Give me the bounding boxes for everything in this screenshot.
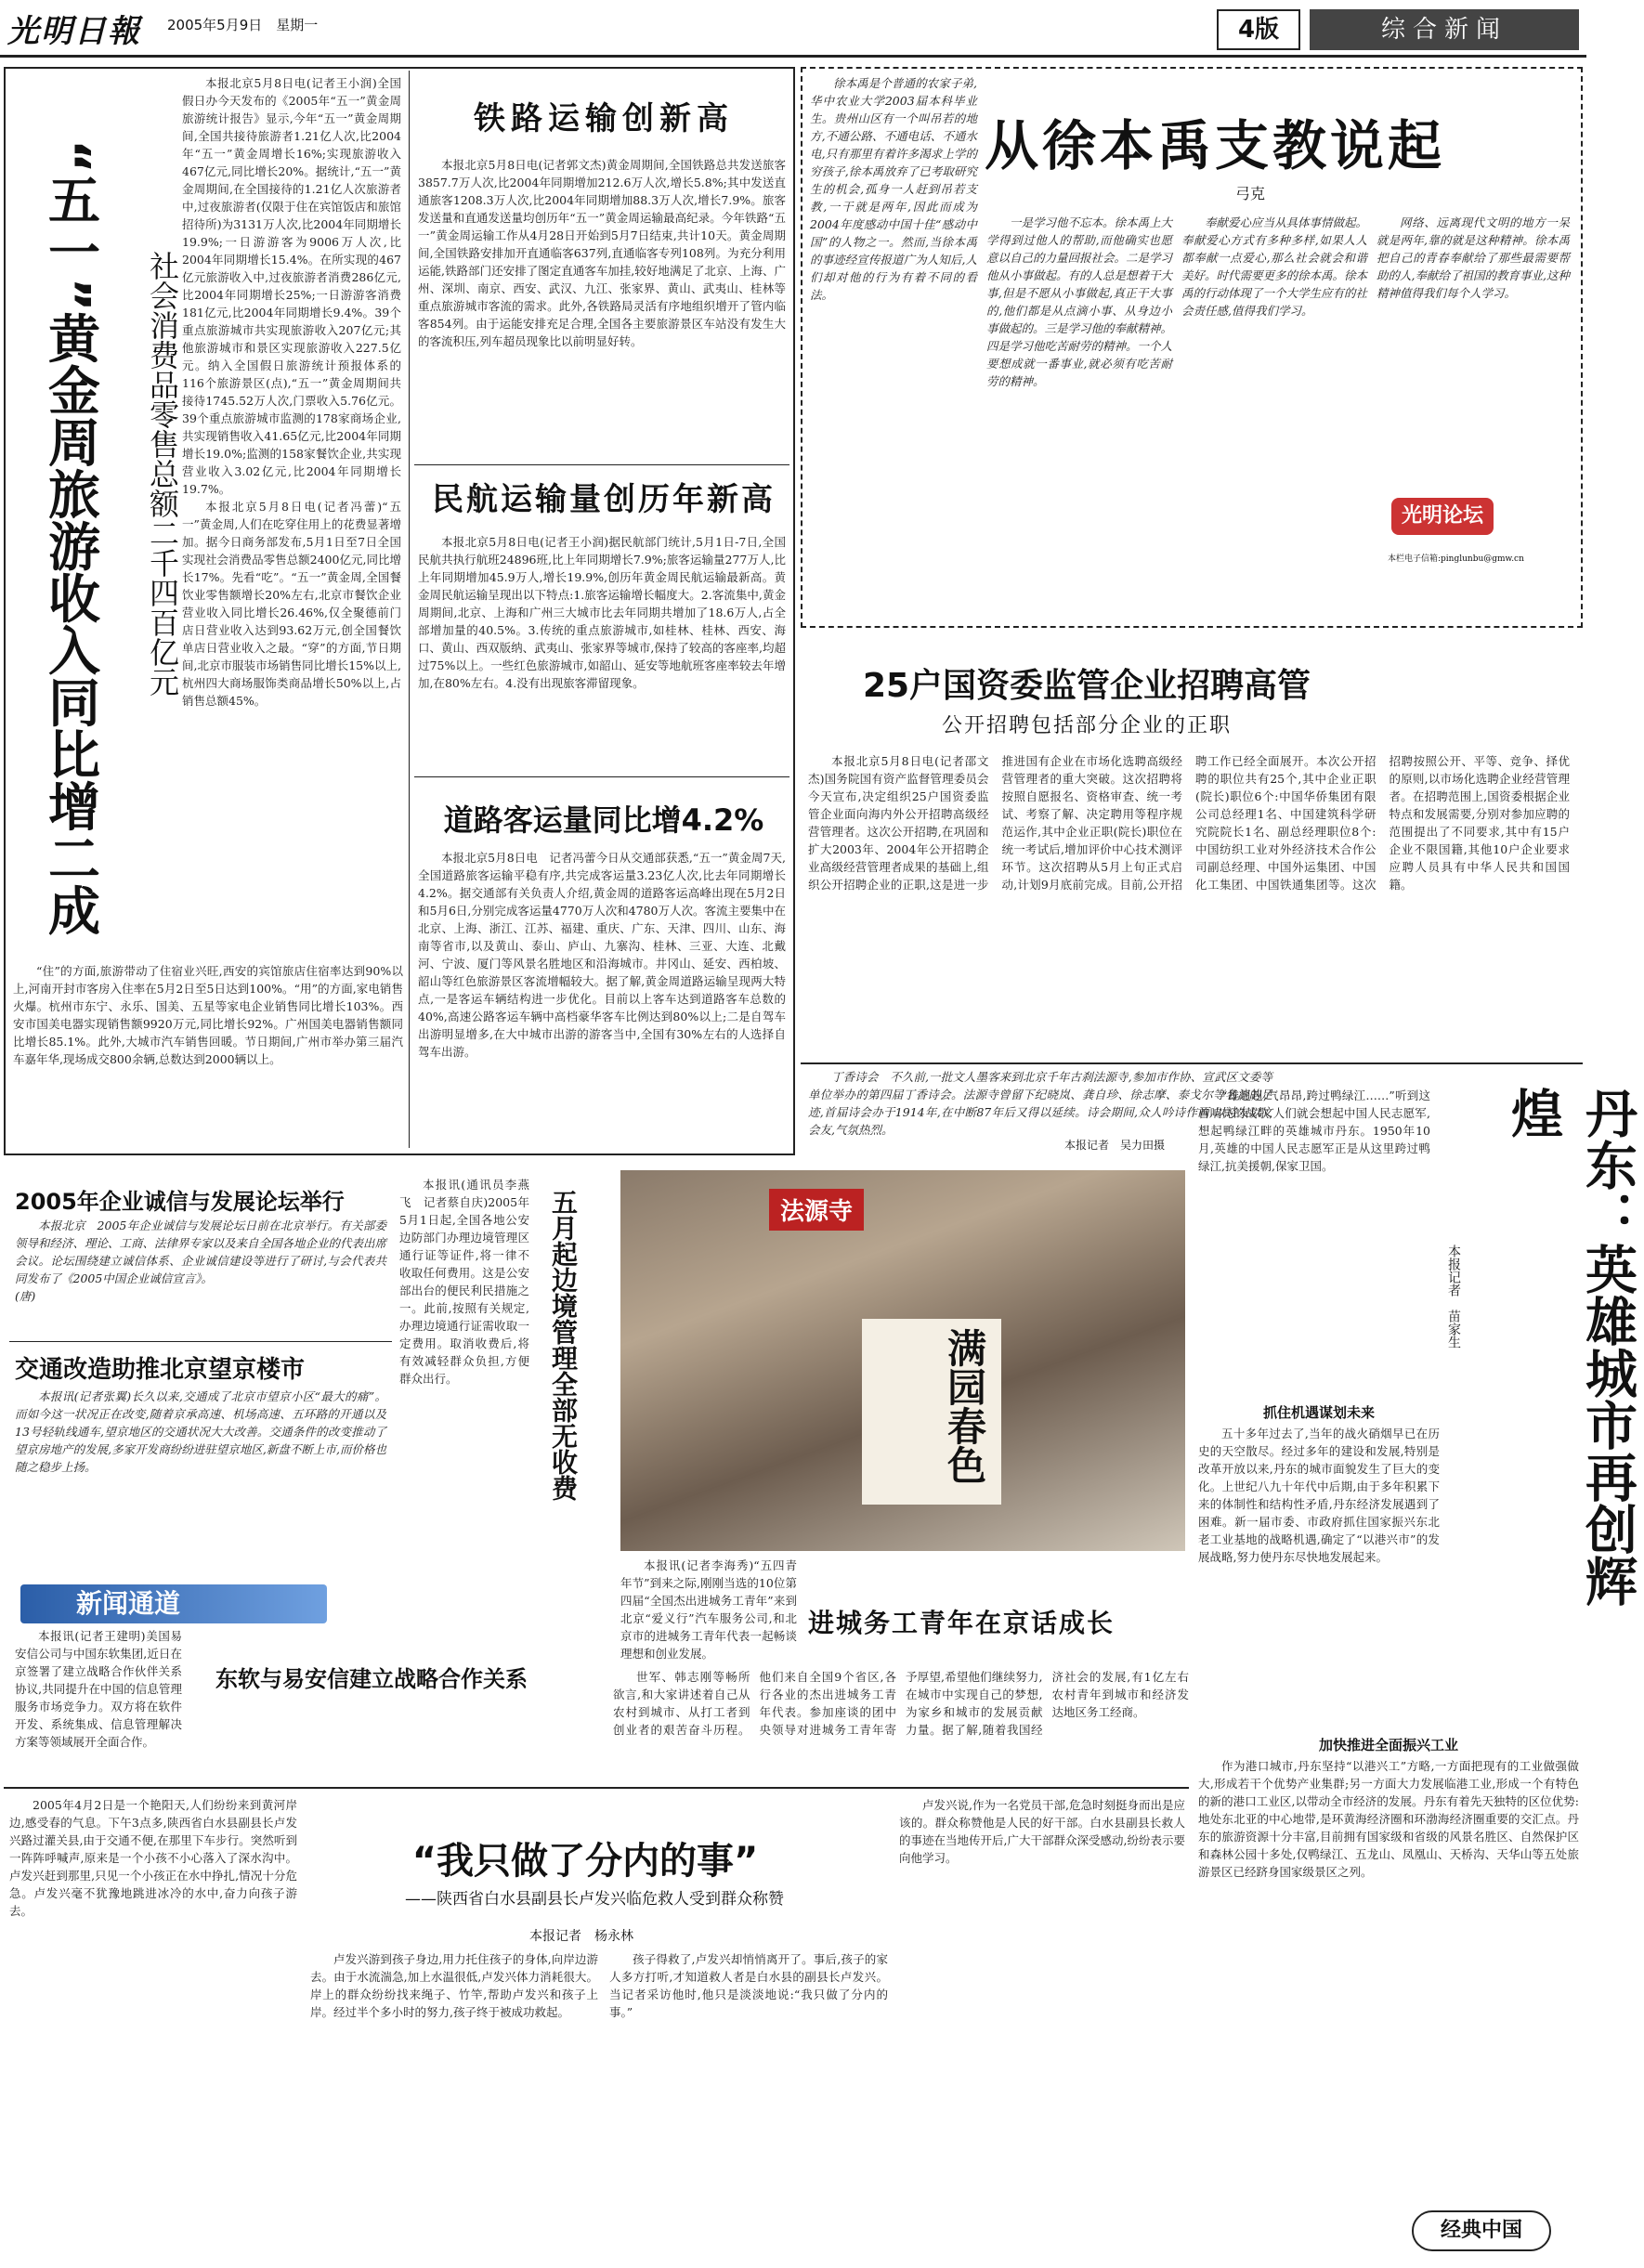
border-paragraph: 本报讯(通讯员李燕飞 记者蔡自庆)2005年5月1日起,全国各地公安边防部门办理边境管理区通行证等证件,将一律不收取任何费用。这是公安部出台的便民利民措施之一。此前,按照有关规定,办理边境通行证需收取一定费用。取消收费后,将有效减轻群众负担,方便群众出行。 [399,1178,529,1386]
xu-col-3-paragraph: 网络、远离现代文明的地方一呆就是两年,靠的就是这种精神。徐本禹把自己的青春奉献给了那些最需要帮助的人,奉献给了祖国的教育事业,这种精神值得我们每个人学习。 [1377,215,1570,300]
road-body [418,849,786,1148]
xu-col-3 [1377,214,1570,464]
holiday-body-3 [13,962,403,1148]
hero-title: “我只做了分内的事” [411,1840,759,1883]
xu-author: 弓克 [1235,185,1266,202]
border-title: 五月起边境管理全部无收费 [548,1189,579,1501]
photo-caption [620,1557,797,1668]
hero-col-4 [899,1796,1185,2261]
hero-col-1-paragraph: 2005年4月2日是一个艳阳天,人们纷纷来到黄河岸边,感受春的气息。下午3点多,陕西省白水县副县长卢发兴路过灌关县,由于交通不便,在那里下车步行。突然听到一阵阵呼喊声,原来是一个小孩不小心落入了深水沟中。卢发兴赶到那里,只见一个小孩正在水中挣扎,情况十分危急。卢发兴毫不犹豫地跳进冰冷的水中,奋力向孩子游去。 [9,1798,297,1918]
dandong-byline: 本报记者 苗家生 [1446,1245,1461,1349]
soe-subtitle: 公开招聘包括部分企业的正职 [941,714,1232,737]
road-title: 道路客运量同比增4.2% [443,802,764,838]
forum-sign: (唐) [15,1289,36,1303]
holiday-paragraph-2: 本报北京5月8日电(记者冯蕾)“五一”黄金周,人们在吃穿住用上的花费显著增加。据今日商务部发布,5月1日至7日全国实现社会消费品零售总额2400亿元,同比增长17%。先看“吃”。“五一”黄金周,全国餐饮业零售额增长20%左右,北京市餐饮企业营业收入同比增长26.46%,仅全聚德前门店日营业收入达到93.62万元,创全国餐饮单店日营业收入之最。“穿”的方面,节日期间,北京市服装市场销售同比增长15%以上,杭州四大商场服饰类商品增长50%以上,占销售总额45%。 [182,500,401,708]
hero-col-1 [9,1796,297,2261]
xu-col-2 [1181,214,1367,613]
holiday-paragraph-1: 本报北京5月8日电(记者王小润)全国假日办今天发布的《2005年“五一”黄金周旅游统计报告》显示,今年“五一”黄金周期间,全国共接待旅游者1.21亿人次,比2004年“五一”黄金周增长16%;实现旅游收入467亿元,同比增长20%。据统计,“五一”黄金周期间,在全国接待的1.21亿人次旅游者中,过夜旅游者(仅限于住在宾馆饭店和旅馆招待所)为3131万人次,比2004年同期增长19.9%;一日游游客为9006万人次,比2004年同期增长15.4%。在所实现的467亿元旅游收入中,过夜旅游者消费286亿元,比2004年同期增长25%;一日游游客消费181亿元,比2004年同期增长9.4%。39个重点旅游城市共实现旅游收入207亿元;其他旅游城市和景区实现旅游收入227.5亿元。纳入全国假日旅游统计预报体系的116个旅游景区(点),“五一”黄金周期间共接待1745.52万人次,门票收入5.76亿元。39个重点旅游城市监测的178家商场企业,共实现销售收入41.65亿元,比2004年同期增长19.0%;监测的158家餐饮企业,共实现营业收入3.02亿元,比2004年同期增长19.7%。 [182,76,401,496]
dandong-body-1 [1198,1425,1440,1731]
classic-china-badge: 经典中国 [1412,2210,1551,2251]
migrant-paragraph: 世军、韩志刚等畅所欲言,和大家讲述着自己从农村到城市、从打工者到创业者的艰苦奋斗历程。他们来自全国9个省区,各行各业的杰出进城务工青年代表。参加座谈的团中央领导对进城务工青年寄予厚望,希望他们继续努力,在城市中实现自己的梦想,为家乡和城市的发展贡献力量。据了解,随着我国经济社会的发展,有1亿左右农村青年到城市和经济发达地区务工经商。 [613,1670,1189,1737]
news-channel-banner: 新闻通道 [20,1584,327,1623]
traffic-paragraph: 本报讯(记者张翼)长久以来,交通成了北京市望京小区“最大的痛”。而如今这一状况正在改变,随着京承高速、机场高速、五环路的开通以及13号轻轨线通车,望京地区的交通状况大大改善。交通条件的改变推动了望京房地产的发展,多家开发商纷纷进驻望京地区,新盘不断上市,而价格也随之稳步上扬。 [15,1389,386,1474]
xu-col-1 [986,214,1172,613]
air-paragraph: 本报北京5月8日电(记者王小润)据民航部门统计,5月1日-7日,全国民航共执行航班24896班,比上年同期增长7.9%;旅客运输量277万人,比上年同期增加45.9万人,增长19.9%,创历年黄金周民航运输最新高。黄金周民航运输呈现出以下特点:1.旅客运输增长幅度大。2.客流集中,黄金周期间,北京、上海和广州三大城市比去年同期共增加了18.6万人,占全部增加量的40.5%。3.传统的重点旅游城市,如桂林、桂林、西安、海口、黄山、西双版纳、武夷山、张家界等城市,保持了较高的客座率,均超过75%以上。一些红色旅游城市,如韶山、延安等地航班客座率较去年增加,在80%左右。4.没有出现旅客滞留现象。 [418,535,786,690]
forum-paragraph: 本报北京 2005年企业诚信与发展论坛日前在北京举行。有关部委领导和经济、理论、工商、法律界专家以及来自全国各地企业的代表出席会议。论坛围绕建立诚信体系、企业诚信建设等进行了研讨,与会代表共同发布了《2005中国企业诚信宣言》。 [15,1219,387,1285]
newspaper-logo: 光明日報 [7,13,141,50]
xu-col-1-paragraph: 一是学习他不忘本。徐本禹上大学得到过他人的帮助,而他确实也愿意以自己的力量回报社会。二是学习他从小事做起。有的人总是想着干大事,但是不愿从小事做起,真正干大事的,他们都是从点滴小事、从身边小事做起的。三是学习他的奉献精神。四是学习他吃苦耐劳的精神。一个人要想成就一番事业,就必须有吃苦耐劳的精神。 [986,215,1173,388]
border-body [399,1176,529,1594]
divider [4,1787,1189,1789]
divider [801,1062,1583,1064]
forum-email: 本栏电子信箱:pinglunbu@gmw.cn [1388,554,1524,564]
rail-paragraph: 本报北京5月8日电(记者郭文杰)黄金周期间,全国铁路总共发送旅客3857.7万人次,比2004年同期增加212.6万人次,增长5.8%;其中发送直通旅客1208.3万人次,比2004年同期增加88.3万人次,增长7.9%。旅客发送量和直通发送量均创历年“五一”黄金周运输最高纪录。今年铁路“五一”黄金周运输工作从4月28日开始到5月7日结束,共计10天。黄金周期间,全国铁路安排加开直通临客637列,直通临客专列108列。为充分利用运能,铁路部门还安排了图定直通客车加挂,较好地满足了北京、上海、广州、深圳、南京、西安、武汉、九江、张家界、黄山、武夷山、桂林等重点旅游城市客流的需求。此外,各铁路局灵活有序地组织增开了管内临客854列。由于运能安排充足合理,全国各主要旅游景区车站没有发生大的客流积压,列车超员现象比以前明显好转。 [418,158,786,348]
migrant-title: 进城务工青年在京话成长 [808,1608,1116,1638]
holiday-paragraph-3: “住”的方面,旅游带动了住宿业兴旺,西安的宾馆旅店住宿率达到90%以上,河南开封市客房入住率在5月2日至5日达到100%。“用”的方面,家电销售火爆。杭州市东宁、永乐、国美、五星等家电企业销售同比增长103%。西安市国美电器实现销售额9920万元,同比增长92%。广州国美电器销售额同比增长85.1%。此外,大城市汽车销售回暖。节日期间,广州市举办第三届汽车嘉年华,现场成交800余辆,总数达到2000辆以上。 [13,964,403,1066]
traffic-body [15,1388,386,1583]
migrant-body [613,1668,1189,1779]
neusoft-paragraph: 本报讯(记者王建明)美国易安信公司与中国东软集团,近日在京签署了建立战略合作伙伴关系协议,共同提升在中国的信息管理服务市场竞争力。双方将在软件开发、系统集成、信息管理解决方案等领域展开全面合作。 [15,1629,182,1749]
forum-badge: 光明论坛 [1391,498,1494,535]
letter-paragraph: 丁香诗会 不久前,一批文人墨客来到北京千年古刹法源寺,参加市作协、宣武区文委等单位举办的第四届丁香诗会。法源寺曾留下纪晓岚、龚自珍、徐志摩、泰戈尔等名流的足迹,首届诗会办于1914年,在中断87年后又得以延续。诗会期间,众人吟诗作画,以诗友以文会友,气氛热烈。 [808,1070,1272,1137]
hero-col-2 [310,1950,598,2261]
photo-banner: 法源寺 [769,1189,864,1231]
hero-subtitle: ——陕西省白水县副县长卢发兴临危救人受到群众称赞 [405,1890,784,1909]
photo-scroll: 满园春色 [862,1319,1001,1505]
air-body [418,533,786,775]
divider [414,776,789,777]
road-paragraph: 本报北京5月8日电 记者冯蕾今日从交通部获悉,“五一”黄金周7天,全国道路旅客运输平稳有序,共完成客运量3.23亿人次,比去年同期增长4.2%。据交通部有关负责人介绍,黄金周的道路客运高峰出现在5月2日和5月6日,分别完成客运量4770万人次和4780万人次。客流主要集中在北京、上海、浙江、江苏、福建、重庆、广东、天津、四川、山东、海南等省市,以及黄山、泰山、庐山、九寨沟、桂林、三亚、大连、北戴河、宁波、厦门等风景名胜地区和沿海城市。井冈山、延安、西柏坡、韶山等红色旅游景区客流增幅较大。据了解,黄金周道路运输呈现两大特点,一是客运车辆结构进一步优化。目前以上客车达到道路客车总数的40%,高速公路客运车辆中高档豪华客车比例达到80%以上;二是自驾车出游明显增多,在大中城市出游的游客当中,全国有30%左右的人选择自驾车出游。 [418,851,787,1059]
forum-title: 2005年企业诚信与发展论坛举行 [15,1189,345,1215]
holiday-title: “五一”黄金周旅游收入同比增二成 [40,139,100,936]
masthead [0,0,1586,58]
forum-body [15,1217,386,1337]
rail-title: 铁路运输创新高 [474,100,734,137]
soe-title: 25户国资委监管企业招聘高管 [862,667,1311,705]
issue-date: 2005年5月9日 星期一 [167,17,319,33]
xu-intro [810,74,977,613]
hero-col-3 [609,1950,888,2261]
photo-caption-paragraph: 本报讯(记者李海秀)“五四青年节”到来之际,刚刚当选的10位第四届“全国杰出进城务工青年”来到北京“爱义行”汽车服务公司,和北京市的进城务工青年代表一起畅谈理想和创业发展。 [620,1558,797,1661]
dandong-paragraph-2: 作为港口城市,丹东坚持“以港兴工”方略,一方面把现有的工业做强做大,形成若干个优势产业集群;另一方面大力发展临港工业,形成一个有特色的新的港口工业区,以带动全市经济的发展。丹东有着先天独特的区位优势:地处东北亚的中心地带,是环黄海经济圈和环渤海经济圈重要的交汇点。丹东的旅游资源十分丰富,目前拥有国家级和省级的风景名胜区、自然保护区和森林公园十多处,仅鸭绿江、五龙山、凤凰山、天桥沟、天华山等五处旅游景区已经跻身国家级景区之列。 [1198,1759,1579,1879]
dandong-paragraph-1: 五十多年过去了,当年的战火硝烟早已在历史的天空散尽。经过多年的建设和发展,特别是改革开放以来,丹东的城市面貌发生了巨大的变化。上世纪八九十年代中后期,由于多年积累下来的体制性和结构性矛盾,丹东经济发展遇到了困难。新一届市委、市政府抓住国家振兴东北老工业基地的战略机遇,确定了“以港兴市”的发展战略,努力使丹东尽快地发展起来。 [1198,1427,1440,1564]
hero-col-3-paragraph: 孩子得救了,卢发兴却悄悄离开了。事后,孩子的家人多方打听,才知道救人者是白水县的副县长卢发兴。当记者采访他时,他只是淡淡地说:“我只做了分内的事。” [609,1952,888,2019]
neusoft-title: 东软与易安信建立战略合作关系 [215,1666,528,1692]
dandong-subhead-1: 抓住机遇谋划未来 [1262,1404,1375,1421]
xu-title: 从徐本禹支教说起 [985,114,1446,177]
hero-col-2-paragraph: 卢发兴游到孩子身边,用力托住孩子的身体,向岸边游去。由于水流湍急,加上水温很低,卢发兴体力消耗很大。岸上的群众纷纷找来绳子、竹竿,帮助卢发兴和孩子上岸。经过半个多小时的努力,孩子终于被成功救起。 [310,1952,598,2019]
divider [9,1341,392,1342]
photo-credit: 本报记者 吴力田摄 [1064,1139,1166,1152]
xu-intro-paragraph: 徐本禹是个普通的农家子弟,华中农业大学2003届本科毕业生。贵州山区有一个叫吊若的地方,不通公路、不通电话、不通水电,只有那里有着许多渴求上学的穷孩子,徐本禹放弃了已考取研究生的机会,孤身一人赶到吊若支教,一干就是两年,因此而成为2004年度感动中国十佳“感动中国”的人物之一。然而,当徐本禹的事迹经宣传报道广为人知后,人们却对他的行为有着不同的看法。 [810,76,977,302]
dandong-title: 丹东：英雄城市再创辉煌 [1503,1087,1637,1607]
holiday-subtitle: 社会消费品零售总额二千四百亿元 [145,251,180,697]
dandong-intro [1198,1087,1430,1393]
column-divider [409,71,410,1148]
holiday-body-1 [182,74,401,957]
dandong-subhead-2: 加快推进全面振兴工业 [1318,1737,1458,1753]
air-title: 民航运输量创历年新高 [432,481,776,518]
divider [414,464,789,465]
xu-col-2-paragraph: 奉献爱心应当从具体事情做起。奉献爱心方式有多种多样,如果人人都奉献一点爱心,那么社会就会和谐美好。时代需要更多的徐本禹。徐本禹的行动体现了一个大学生应有的社会责任感,值得我们学习。 [1181,215,1368,318]
neusoft-body-1 [15,1627,182,1757]
hero-byline: 本报记者 杨永林 [529,1929,633,1944]
dandong-body-2 [1198,1757,1579,2175]
soe-paragraph: 本报北京5月8日电(记者邵文杰)国务院国有资产监督管理委员会今天宣布,决定组织25户国资委监管企业面向海内外公开招聘高级经营管理者。这次公开招聘,在巩固和扩大2003年、2004年公开招聘企业高级经营管理者成果的基础上,组织公开招聘企业的正职,这是进一步推进国有企业在市场化选聘高级经营管理者的重大突破。这次招聘将按照自愿报名、资格审查、统一考试、考察了解、决定聘用等程序规范运作,其中企业正职(院长)职位在统一考试后,增加评价中心技术测评环节。这次招聘从5月上旬正式启动,计划9月底前完成。目前,公开招聘工作已经全面展开。本次公开招聘的职位共有25个,其中企业正职(院长)职位6个:中国华侨集团有限公司总经理1名、中国建筑科学研究院院长1名、副总经理职位8个:中国纺织工业对外经济技术合作公司副总经理、中国外运集团、中国化工集团、中国铁通集团等。这次招聘按照公开、平等、竞争、择优的原则,以市场化选聘企业经营管理者。在招聘范围上,国资委根据企业特点和发展需要,分别对参加应聘的范围提出了不同要求,其中有15户企业不限国籍,其他10户企业要求应聘人员具有中华人民共和国国籍。 [808,754,1570,892]
dandong-intro-paragraph: “雄赳赳,气昂昂,跨过鸭绿江……”听到这首响亮的战歌,人们就会想起中国人民志愿军,想起鸭绿江畔的英雄城市丹东。1950年10月,英雄的中国人民志愿军正是从这里跨过鸭绿江,抗美援朝,保家卫国。 [1198,1088,1430,1173]
soe-body [808,752,1570,1059]
rail-body [418,156,786,463]
hero-col-4-paragraph: 卢发兴说,作为一名党员干部,危急时刻挺身而出是应该的。群众称赞他是人民的好干部。白水县副县长救人的事迹在当地传开后,广大干部群众深受感动,纷纷表示要向他学习。 [899,1798,1185,1865]
traffic-title: 交通改造助推北京望京楼市 [15,1356,306,1384]
news-photo [620,1170,1185,1551]
page-number: 4版 [1217,9,1300,50]
section-name: 综合新闻 [1310,9,1579,50]
